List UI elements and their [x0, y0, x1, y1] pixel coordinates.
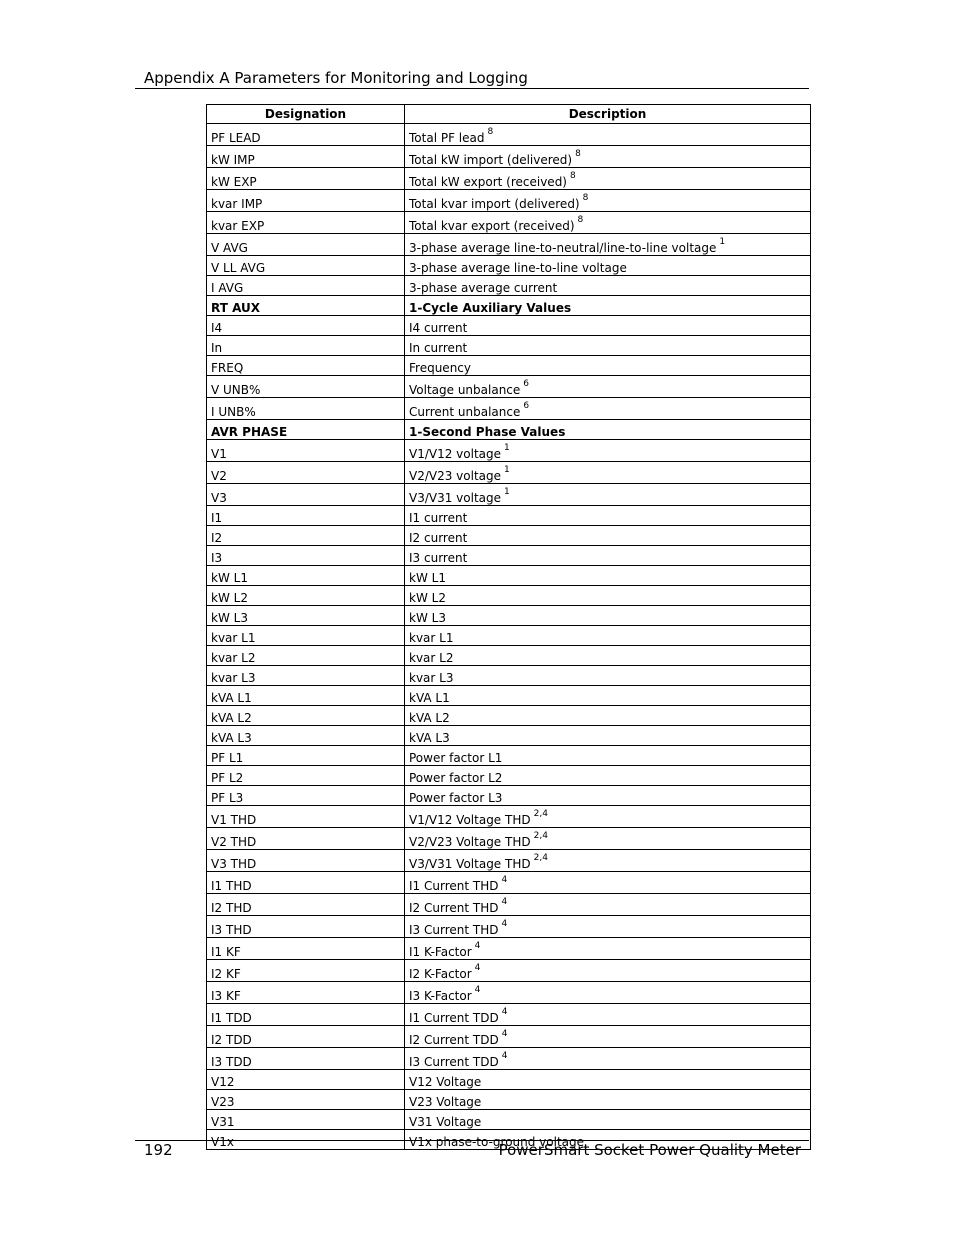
- table-body: [207, 124, 811, 1150]
- designation-cell: kVA L1: [207, 686, 405, 706]
- description-cell: [405, 484, 811, 506]
- footnote-reference: 1: [504, 487, 510, 497]
- footnote-reference: 8: [582, 193, 589, 203]
- footer-product-name: PowerSmart Socket Power Quality Meter: [498, 1141, 801, 1159]
- description-cell: [405, 706, 811, 726]
- description-cell: [405, 566, 811, 586]
- description-cell: [405, 1090, 811, 1110]
- description-text: kW L1: [409, 571, 446, 585]
- table-row: [207, 526, 811, 546]
- footnote-reference: 4: [474, 963, 481, 973]
- description-cell: [405, 1070, 811, 1090]
- description-cell: [405, 916, 811, 938]
- footnote-reference: 4: [474, 985, 481, 995]
- description-text: Voltage unbalance: [409, 383, 521, 397]
- designation-cell: V31: [207, 1110, 405, 1130]
- table-row: [207, 316, 811, 336]
- table-row: [207, 124, 811, 146]
- description-cell: [405, 666, 811, 686]
- designation-cell: V UNB%: [207, 376, 405, 398]
- description-text: Total kW export (received): [409, 175, 567, 189]
- table-row: [207, 806, 811, 828]
- table-row: [207, 828, 811, 850]
- footnote-reference: 8: [575, 149, 581, 159]
- description-cell: [405, 1026, 811, 1048]
- table-row: [207, 276, 811, 296]
- designation-cell: In: [207, 336, 405, 356]
- description-cell: [405, 146, 811, 168]
- table-row: [207, 190, 811, 212]
- description-text: kW L3: [409, 611, 446, 625]
- description-text: Total PF lead: [409, 131, 485, 145]
- table-row: [207, 872, 811, 894]
- footnote-reference: 8: [577, 215, 584, 225]
- designation-cell: V1x: [207, 1130, 405, 1150]
- designation-cell: I AVG: [207, 276, 405, 296]
- designation-cell: kvar L2: [207, 646, 405, 666]
- description-text: 3-phase average current: [409, 281, 558, 295]
- table-row: [207, 256, 811, 276]
- description-text: I2 K-Factor: [409, 967, 472, 981]
- description-text: V31 Voltage: [409, 1115, 482, 1129]
- description-cell: [405, 726, 811, 746]
- designation-cell: V AVG: [207, 234, 405, 256]
- description-cell: [405, 336, 811, 356]
- description-cell: [405, 850, 811, 872]
- table-row: [207, 336, 811, 356]
- description-cell: [405, 296, 811, 316]
- footnote-reference: 1: [719, 237, 726, 247]
- description-cell: [405, 1048, 811, 1070]
- footnote-reference: 4: [501, 1007, 508, 1017]
- description-cell: [405, 256, 811, 276]
- table-row: [207, 356, 811, 376]
- description-cell: [405, 960, 811, 982]
- designation-cell: I1 THD: [207, 872, 405, 894]
- designation-cell: kW L2: [207, 586, 405, 606]
- designation-cell: kW L3: [207, 606, 405, 626]
- description-cell: [405, 1110, 811, 1130]
- description-cell: [405, 212, 811, 234]
- designation-cell: V LL AVG: [207, 256, 405, 276]
- description-text: V23 Voltage: [409, 1095, 482, 1109]
- description-text: 3-phase average line-to-neutral/line-to-line voltage: [409, 241, 717, 255]
- table-row: [207, 146, 811, 168]
- description-cell: [405, 646, 811, 666]
- description-text: V1x phase-to-ground voltage: [409, 1135, 585, 1149]
- designation-cell: V12: [207, 1070, 405, 1090]
- footnote-reference: 4: [501, 875, 508, 885]
- designation-cell: I2 KF: [207, 960, 405, 982]
- description-cell: [405, 766, 811, 786]
- table-row: [207, 960, 811, 982]
- designation-cell: AVR PHASE: [207, 420, 405, 440]
- table-row: [207, 420, 811, 440]
- designation-cell: I1 TDD: [207, 1004, 405, 1026]
- table-row: [207, 1004, 811, 1026]
- footnote-reference: 8: [487, 127, 494, 137]
- description-text: kW L2: [409, 591, 446, 605]
- description-text: In current: [409, 341, 468, 355]
- table-row: [207, 1070, 811, 1090]
- footnote-reference: 6: [523, 401, 530, 411]
- description-text: V2/V23 Voltage THD: [409, 835, 531, 849]
- table-row: [207, 440, 811, 462]
- table-row: [207, 234, 811, 256]
- description-cell: [405, 276, 811, 296]
- description-cell: [405, 398, 811, 420]
- designation-cell: I4: [207, 316, 405, 336]
- description-text: 1-Second Phase Values: [409, 425, 566, 439]
- designation-cell: I2: [207, 526, 405, 546]
- description-text: kVA L3: [409, 731, 450, 745]
- table-row: [207, 1026, 811, 1048]
- description-cell: [405, 786, 811, 806]
- description-text: V1/V12 voltage: [409, 447, 502, 461]
- table-row: [207, 766, 811, 786]
- table-row: [207, 296, 811, 316]
- table-row: [207, 546, 811, 566]
- footnote-reference: 1: [504, 465, 510, 475]
- description-text: Current unbalance: [409, 405, 521, 419]
- table-row: [207, 566, 811, 586]
- designation-cell: I UNB%: [207, 398, 405, 420]
- table-row: [207, 606, 811, 626]
- description-text: kVA L2: [409, 711, 450, 725]
- description-cell: [405, 506, 811, 526]
- designation-cell: I1 KF: [207, 938, 405, 960]
- table-row: [207, 376, 811, 398]
- footnote-reference: 6: [523, 379, 530, 389]
- description-text: 3-phase average line-to-line voltage: [409, 261, 627, 275]
- footnote-reference: 4: [501, 919, 508, 929]
- description-text: Total kW import (delivered): [409, 153, 573, 167]
- designation-cell: kVA L2: [207, 706, 405, 726]
- description-text: I1 Current THD: [409, 879, 499, 893]
- designation-cell: RT AUX: [207, 296, 405, 316]
- description-text: Power factor L2: [409, 771, 503, 785]
- table-row: [207, 1090, 811, 1110]
- designation-cell: PF L3: [207, 786, 405, 806]
- description-cell: [405, 938, 811, 960]
- table-row: [207, 626, 811, 646]
- designation-cell: FREQ: [207, 356, 405, 376]
- footnote-reference: 2,4: [533, 853, 548, 863]
- description-cell: [405, 356, 811, 376]
- description-cell: [405, 124, 811, 146]
- description-cell: [405, 440, 811, 462]
- description-cell: [405, 316, 811, 336]
- designation-cell: PF L2: [207, 766, 405, 786]
- designation-cell: I3 THD: [207, 916, 405, 938]
- description-text: V12 Voltage: [409, 1075, 482, 1089]
- table-row: [207, 398, 811, 420]
- designation-cell: kvar EXP: [207, 212, 405, 234]
- designation-cell: I3: [207, 546, 405, 566]
- description-text: Total kvar import (delivered): [409, 197, 580, 211]
- table-row: [207, 786, 811, 806]
- description-cell: [405, 376, 811, 398]
- description-cell: [405, 546, 811, 566]
- description-text: I4 current: [409, 321, 468, 335]
- footnote-reference: 4: [501, 897, 508, 907]
- description-text: I2 Current TDD: [409, 1033, 499, 1047]
- description-cell: [405, 872, 811, 894]
- footnote-reference: 2,4: [533, 831, 548, 841]
- description-text: Frequency: [409, 361, 471, 375]
- designation-cell: V23: [207, 1090, 405, 1110]
- description-cell: [405, 686, 811, 706]
- description-text: I3 current: [409, 551, 468, 565]
- description-text: I3 K-Factor: [409, 989, 472, 1003]
- description-text: kVA L1: [409, 691, 450, 705]
- table-row: [207, 646, 811, 666]
- designation-cell: I1: [207, 506, 405, 526]
- footnote-reference: 4: [501, 1051, 508, 1061]
- description-text: I3 Current TDD: [409, 1055, 499, 1069]
- description-text: Power factor L3: [409, 791, 503, 805]
- description-cell: [405, 606, 811, 626]
- description-text: V1/V12 Voltage THD: [409, 813, 531, 827]
- description-cell: [405, 420, 811, 440]
- description-text: I1 K-Factor: [409, 945, 472, 959]
- designation-cell: V2 THD: [207, 828, 405, 850]
- description-cell: [405, 1004, 811, 1026]
- designation-cell: kW L1: [207, 566, 405, 586]
- table-row: [207, 746, 811, 766]
- designation-cell: V1 THD: [207, 806, 405, 828]
- table-row: [207, 484, 811, 506]
- description-text: kvar L1: [409, 631, 454, 645]
- parameters-table: [206, 104, 811, 1150]
- footnote-reference: 4: [474, 941, 481, 951]
- table-row: [207, 666, 811, 686]
- table-row: [207, 586, 811, 606]
- table-row: [207, 212, 811, 234]
- header-divider: [135, 88, 809, 89]
- designation-cell: V2: [207, 462, 405, 484]
- table-row: [207, 982, 811, 1004]
- description-text: I1 current: [409, 511, 468, 525]
- table-row: [207, 894, 811, 916]
- description-cell: [405, 190, 811, 212]
- designation-cell: PF L1: [207, 746, 405, 766]
- footnote-reference: 4: [501, 1029, 508, 1039]
- column-header-designation: Designation: [207, 105, 405, 124]
- table-row: [207, 1048, 811, 1070]
- description-text: I3 Current THD: [409, 923, 499, 937]
- description-text: V3/V31 voltage: [409, 491, 502, 505]
- table-row: [207, 506, 811, 526]
- description-text: Total kvar export (received): [409, 219, 575, 233]
- designation-cell: kVA L3: [207, 726, 405, 746]
- table-row: [207, 1110, 811, 1130]
- designation-cell: kvar L1: [207, 626, 405, 646]
- footnote-reference: 1: [504, 443, 510, 453]
- designation-cell: PF LEAD: [207, 124, 405, 146]
- designation-cell: kvar IMP: [207, 190, 405, 212]
- table-row: [207, 938, 811, 960]
- description-cell: [405, 982, 811, 1004]
- description-text: Power factor L1: [409, 751, 503, 765]
- description-text: I2 Current THD: [409, 901, 499, 915]
- description-cell: [405, 828, 811, 850]
- page-number: 192: [144, 1141, 173, 1159]
- table-row: [207, 850, 811, 872]
- description-text: V2/V23 voltage: [409, 469, 502, 483]
- table-row: [207, 726, 811, 746]
- designation-cell: kW IMP: [207, 146, 405, 168]
- description-text: V3/V31 Voltage THD: [409, 857, 531, 871]
- description-cell: [405, 586, 811, 606]
- description-text: kvar L3: [409, 671, 454, 685]
- description-text: I2 current: [409, 531, 468, 545]
- table-row: [207, 462, 811, 484]
- description-cell: [405, 168, 811, 190]
- description-cell: [405, 806, 811, 828]
- designation-cell: V3: [207, 484, 405, 506]
- designation-cell: kW EXP: [207, 168, 405, 190]
- designation-cell: V1: [207, 440, 405, 462]
- description-text: I1 Current TDD: [409, 1011, 499, 1025]
- description-cell: [405, 746, 811, 766]
- table-row: [207, 706, 811, 726]
- table-row: [207, 168, 811, 190]
- table-row: [207, 916, 811, 938]
- designation-cell: I3 TDD: [207, 1048, 405, 1070]
- description-cell: [405, 462, 811, 484]
- description-cell: [405, 626, 811, 646]
- designation-cell: I3 KF: [207, 982, 405, 1004]
- description-cell: [405, 526, 811, 546]
- description-cell: [405, 234, 811, 256]
- designation-cell: I2 TDD: [207, 1026, 405, 1048]
- column-header-description: Description: [405, 105, 811, 124]
- designation-cell: I2 THD: [207, 894, 405, 916]
- table-row: [207, 686, 811, 706]
- page-header-title: Appendix A Parameters for Monitoring and Logging: [144, 69, 528, 87]
- table-header-row: [207, 105, 811, 124]
- description-cell: [405, 894, 811, 916]
- designation-cell: kvar L3: [207, 666, 405, 686]
- footnote-reference: 2,4: [533, 809, 548, 819]
- footnote-reference: 8: [570, 171, 576, 181]
- designation-cell: V3 THD: [207, 850, 405, 872]
- description-text: 1-Cycle Auxiliary Values: [409, 301, 572, 315]
- description-text: kvar L2: [409, 651, 454, 665]
